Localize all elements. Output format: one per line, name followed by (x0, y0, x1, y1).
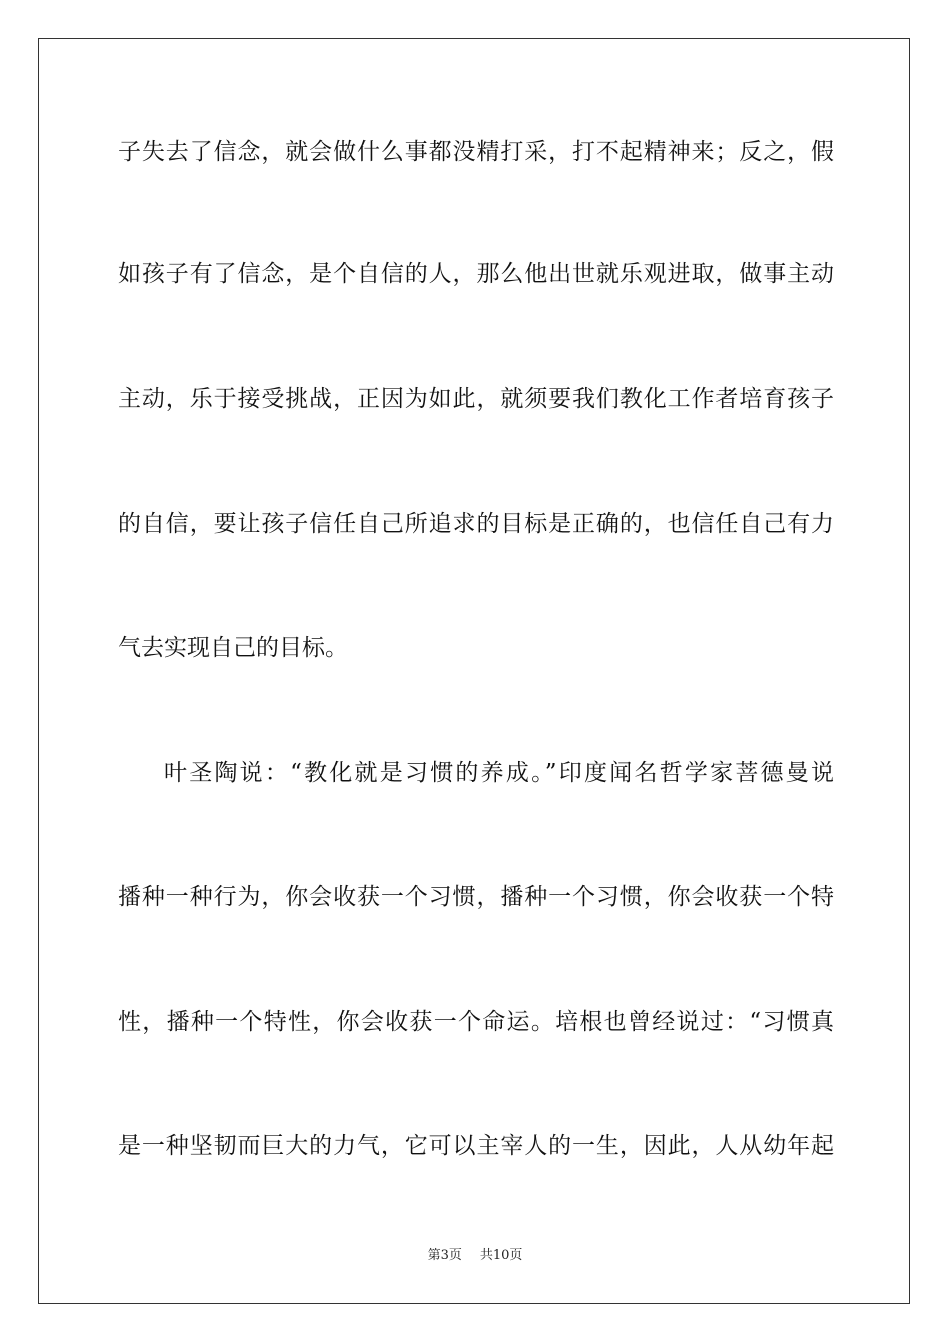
body-text-line: 子失去了信念，就会做什么事都没精打采，打不起精神来；反之，假 (118, 139, 834, 165)
body-text-line: 如孩子有了信念，是个自信的人，那么他出世就乐观进取，做事主动 (118, 261, 834, 287)
body-text-line: 性，播种一个特性，你会收获一个命运。培根也曾经说过：“习惯真 (118, 1009, 834, 1035)
paragraph-first-line: 叶圣陶说：“教化就是习惯的养成。”印度闻名哲学家菩德曼说 (164, 760, 834, 786)
page-border (38, 38, 910, 1304)
body-text-line: 的自信，要让孩子信任自己所追求的目标是正确的，也信任自己有力 (118, 511, 834, 537)
body-text-line: 主动，乐于接受挑战，正因为如此，就须要我们教化工作者培育孩子 (118, 386, 834, 412)
total-pages: 共10页 (479, 1248, 523, 1263)
page-number: 第3页 (427, 1248, 462, 1263)
body-text-line: 播种一种行为，你会收获一个习惯，播种一个习惯，你会收获一个特 (118, 884, 834, 910)
body-text-line: 是一种坚韧而巨大的力气，它可以主宰人的一生，因此，人从幼年起 (118, 1133, 834, 1159)
body-text-line: 气去实现自己的目标。 (118, 635, 348, 661)
page-footer (0, 1247, 950, 1265)
